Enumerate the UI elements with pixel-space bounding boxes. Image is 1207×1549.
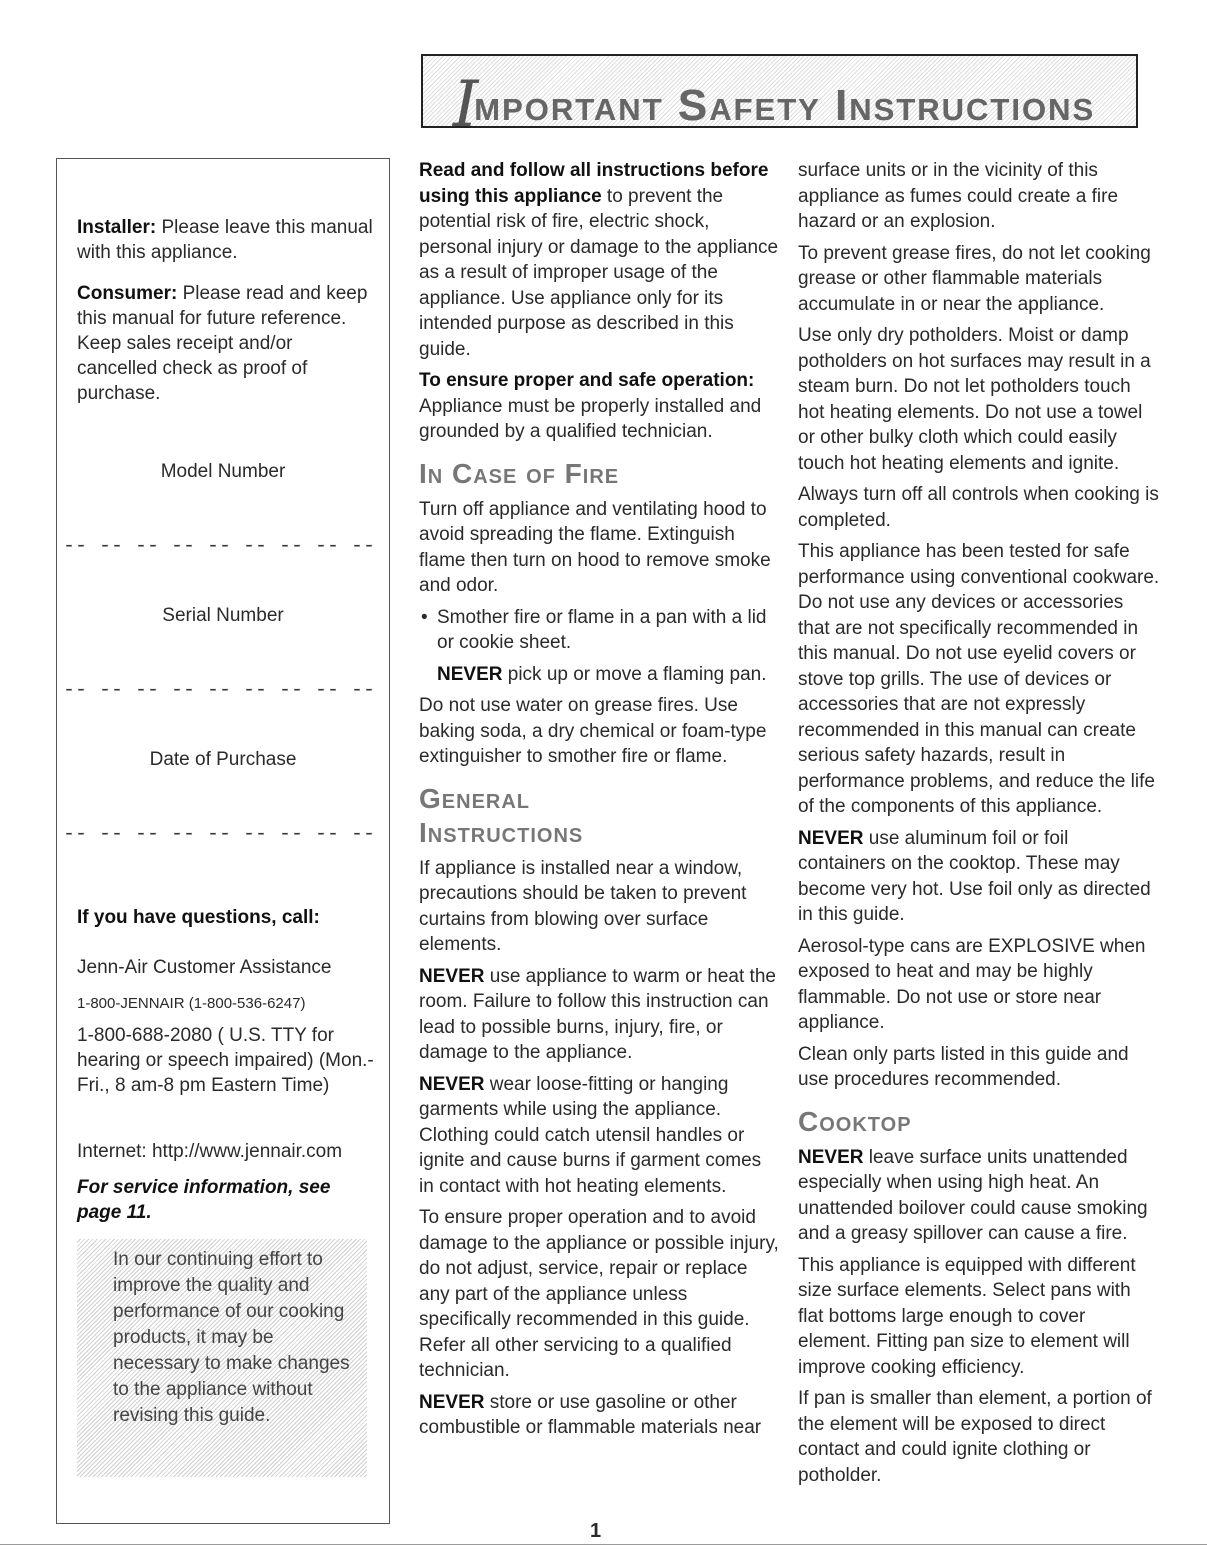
general-never-3-bold: NEVER [419, 1391, 485, 1413]
fire-paragraph-2: Do not use water on grease fires. Use baking soda, a dry chemical or foam-type extinguisher to smother fire or flame. [419, 695, 767, 767]
questions-heading: If you have questions, call: [77, 907, 320, 928]
fire-bullet: • Smother fire or flame in a pan with a lid or cookie sheet. [419, 605, 781, 656]
date-of-purchase-blank: -- -- -- -- -- -- -- -- -- [63, 823, 376, 846]
general-never-2-text: wear loose-fitting or hanging garments while using the appliance. Clothing could catch utensil handles or ignite and cause burns if garment comes in contact with hot heating elements. [419, 1073, 762, 1197]
cooktop-never-bold: NEVER [798, 1146, 864, 1168]
serial-number-label: Serial Number [162, 605, 284, 626]
intro-paragraph [419, 158, 781, 362]
general-paragraph-1: If appliance is installed near a window, precautions should be taken to prevent curtains from blowing over surface elements. [419, 857, 747, 955]
cooktop-heading: Cooktop [798, 1105, 912, 1137]
col2-paragraph-7: Aerosol-type cans are EXPLOSIVE when exposed to heat and may be highly flammable. Do not use or store near appliance. [798, 935, 1146, 1033]
installer-note [77, 215, 377, 265]
fire-never [419, 662, 781, 688]
col2-never-bold: NEVER [798, 827, 864, 849]
general-never-1-bold: NEVER [419, 965, 485, 987]
phone-tty: 1-800-688-2080 ( U.S. TTY for hearing or speech impaired) (Mon.-Fri., 8 am-8 pm Eastern Time) [77, 1025, 374, 1096]
title-banner [421, 54, 1138, 142]
general-never-2 [419, 1072, 781, 1200]
general-heading-1: General [419, 782, 531, 814]
ensure-text: Appliance must be properly installed and grounded by a qualified technician. [419, 395, 762, 442]
ensure-paragraph [419, 368, 781, 445]
fire-heading: In Case of Fire [419, 457, 620, 489]
consumer-note [77, 281, 377, 406]
instructions-column-1 [419, 158, 781, 1447]
general-never-3-text: store or use gasoline or other combustible or flammable materials near [419, 1391, 762, 1438]
general-never-1 [419, 964, 781, 1066]
service-info: For service information, see page 11. [77, 1177, 331, 1223]
assistance-name: Jenn-Air Customer Assistance [77, 957, 332, 978]
page-title [453, 62, 1096, 142]
ensure-bold: To ensure proper and safe operation: [419, 370, 755, 391]
date-of-purchase-label: Date of Purchase [149, 749, 297, 770]
serial-number-blank: -- -- -- -- -- -- -- -- -- [63, 679, 376, 702]
bottom-rule [0, 1544, 1207, 1545]
general-paragraph-2: To ensure proper operation and to avoid damage to the appliance or possible injury, do not adjust, service, repair or replace any part of the appliance unless specifically recommended in this guide. Refer all other servicing to a qualified technician. [419, 1207, 779, 1381]
intro-text: to prevent the potential risk of fire, electric shock, personal injury or damage to the appliance as a result of improper usage of the appliance. Use appliance only for its intended purpose as described in this guide. [419, 185, 779, 360]
model-number-blank: -- -- -- -- -- -- -- -- -- [63, 535, 376, 558]
general-never-1-text: use appliance to warm or heat the room. Failure to follow this instruction can lead to possible burns, injury, fire, or damage to the appliance. [419, 965, 776, 1063]
model-number-label: Model Number [160, 461, 286, 482]
fire-never-text: pick up or move a flaming pan. [502, 663, 767, 685]
fire-paragraph-1: Turn off appliance and ventilating hood to avoid spreading the flame. Extinguish flame then turn on hood to remove smoke and odor. [419, 498, 771, 596]
general-never-2-bold: NEVER [419, 1073, 485, 1095]
installer-label: Installer: [77, 217, 157, 238]
general-heading-2: Instructions [419, 816, 584, 848]
col2-paragraph-3: Use only dry potholders. Moist or damp potholders on hot surfaces may result in a steam burn. Do not let potholders touch hot heating elements. Do not use a towel or other bulky cloth which could easily touch hot heating elements and ignite. [798, 325, 1151, 474]
cooktop-paragraph-3: If pan is smaller than element, a portion of the element will be exposed to direct contact and could ignite clothing or potholder. [798, 1388, 1152, 1486]
col2-paragraph-1: surface units or in the vicinity of this appliance as fumes could create a fire hazard or an explosion. [798, 160, 1119, 232]
note-box [77, 1239, 367, 1477]
continuing-effort-note: In our continuing effort to improve the quality and performance of our cooking products, it may be necessary to make changes to the appliance without revising this guide. [113, 1249, 350, 1426]
title-rest: mportant Safety Instructions [474, 81, 1096, 130]
fire-never-bold: NEVER [437, 663, 503, 685]
consumer-label: Consumer: [77, 283, 178, 304]
phone-primary: 1-800-JENNAIR (1-800-536-6247) [77, 995, 306, 1012]
cooktop-paragraph-2: This appliance is equipped with different size surface elements. Select pans with flat bottoms large enough to cover element. Fitting pan size to element will improve cooking efficiency. [798, 1254, 1136, 1378]
cooktop-never-text: leave surface units unattended especially when using high heat. An unattended boilover could cause smoking and a greasy spillover can cause a fire. [798, 1146, 1148, 1244]
intro-bold: Read and follow all instructions before using this appliance [419, 160, 769, 207]
cooktop-never [798, 1145, 1160, 1247]
col2-paragraph-2: To prevent grease fires, do not let cooking grease or other flammable materials accumulate in or near the appliance. [798, 242, 1151, 315]
instructions-column-2 [798, 158, 1160, 1494]
internet-link: Internet: http://www.jennair.com [77, 1141, 343, 1162]
col2-paragraph-8: Clean only parts listed in this guide and use procedures recommended. [798, 1043, 1129, 1090]
col2-paragraph-6 [798, 826, 1160, 928]
col2-never-text: use aluminum foil or foil containers on the cooktop. These may become very hot. Use foil only as directed in this guide. [798, 827, 1151, 925]
col2-paragraph-4: Always turn off all controls when cooking is completed. [798, 484, 1159, 531]
title-initial: I [453, 68, 481, 142]
page-number: 1 [590, 1520, 602, 1542]
consumer-text: Please read and keep this manual for future reference. Keep sales receipt and/or cancelled check as proof of purchase. [77, 283, 368, 404]
general-never-3 [419, 1390, 781, 1441]
installer-text: Please leave this manual with this appliance. [77, 217, 373, 263]
col2-paragraph-5: This appliance has been tested for safe performance using conventional cookware. Do not use any devices or accessories that are not specifically recommended in this manual. Do not use eyelid covers or stove top grills. The use of devices or accessories that are not expressly recommended in this manual can create serious safety hazards, result in performance problems, and reduce the life of the components of this appliance. [798, 541, 1160, 817]
info-sidebar [56, 158, 390, 1524]
